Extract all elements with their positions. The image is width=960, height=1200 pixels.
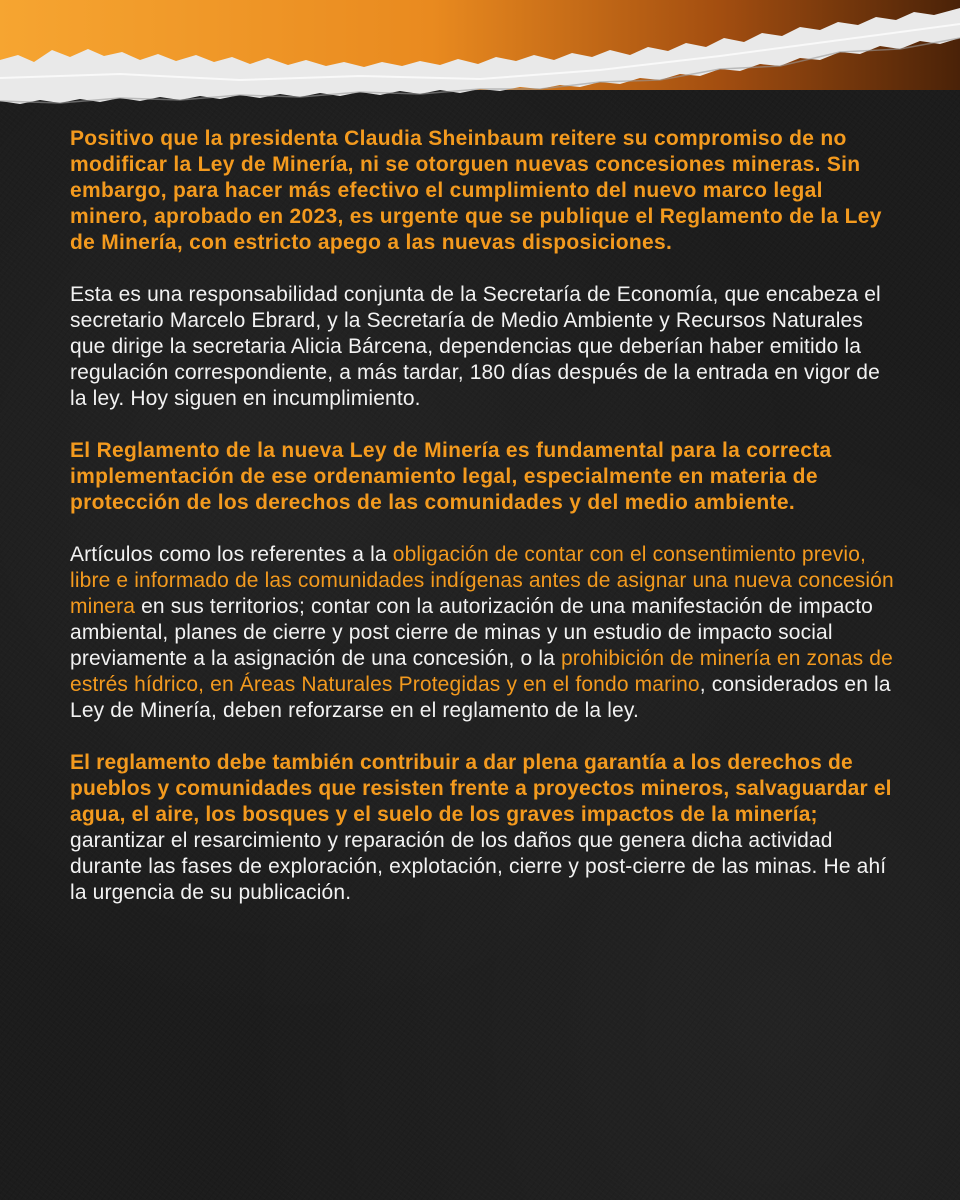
- paragraph-intro: Positivo que la presidenta Claudia Sheinbaum reitere su compromiso de no modificar la Ley de Minería, ni se otorguen nuevas concesiones mineras. Sin embargo, para hacer más efectivo el cumplimiento del nuevo marco legal minero, aprobado en 2023, es urgente que se publique el Reglamento de la Ley de Minería, con estricto apego a las nuevas disposiciones.: [70, 127, 882, 254]
- articulos-text-1: Artículos como los referentes a la: [70, 543, 393, 566]
- paragraph-conclusion: [70, 750, 902, 906]
- highlight-garantia: El reglamento debe también contribuir a dar plena garantía a los derechos de pueblos y comunidades que resisten frente a proyectos mineros, salvaguardar el agua, el aire, los bosques y el suelo de los graves impactos de la minería;: [70, 751, 892, 826]
- articulos-text-3: , considerados en la Ley de Minería, deben reforzarse en el reglamento de la ley.: [70, 673, 891, 722]
- paragraph-articulos: [70, 542, 902, 724]
- highlight-prohibicion: prohibición de minería en zonas de estrés hídrico, en Áreas Naturales Protegidas y en el fondo marino: [70, 647, 893, 696]
- paragraph-responsibility: Esta es una responsabilidad conjunta de la Secretaría de Economía, que encabeza el secretario Marcelo Ebrard, y la Secretaría de Medio Ambiente y Recursos Naturales que dirige la secretaria Alicia Bárcena, dependencias que deberían haber emitido la regulación correspondiente, a más tardar, 180 días después de la entrada en vigor de la ley. Hoy siguen en incumplimiento.: [70, 283, 881, 410]
- torn-paper-header: [0, 0, 960, 110]
- highlight-consentimiento: obligación de contar con el consentimiento previo, libre e informado de las comunidades indígenas antes de asignar una nueva concesión minera: [70, 543, 894, 618]
- articulos-text-2: en sus territorios; contar con la autorización de una manifestación de impacto ambiental, planes de cierre y post cierre de minas y un estudio de impacto social previamente a la asignación de una concesión, o la: [70, 595, 874, 670]
- statement-text: [70, 126, 902, 932]
- paragraph-reglamento: El Reglamento de la nueva Ley de Minería es fundamental para la correcta implementación de ese ordenamiento legal, especialmente en materia de protección de los derechos de las comunidades y del medio ambiente.: [70, 439, 832, 514]
- conclusion-text: garantizar el resarcimiento y reparación de los daños que genera dicha actividad durante las fases de exploración, explotación, cierre y post-cierre de las minas. He ahí la urgencia de su publicación.: [70, 829, 887, 904]
